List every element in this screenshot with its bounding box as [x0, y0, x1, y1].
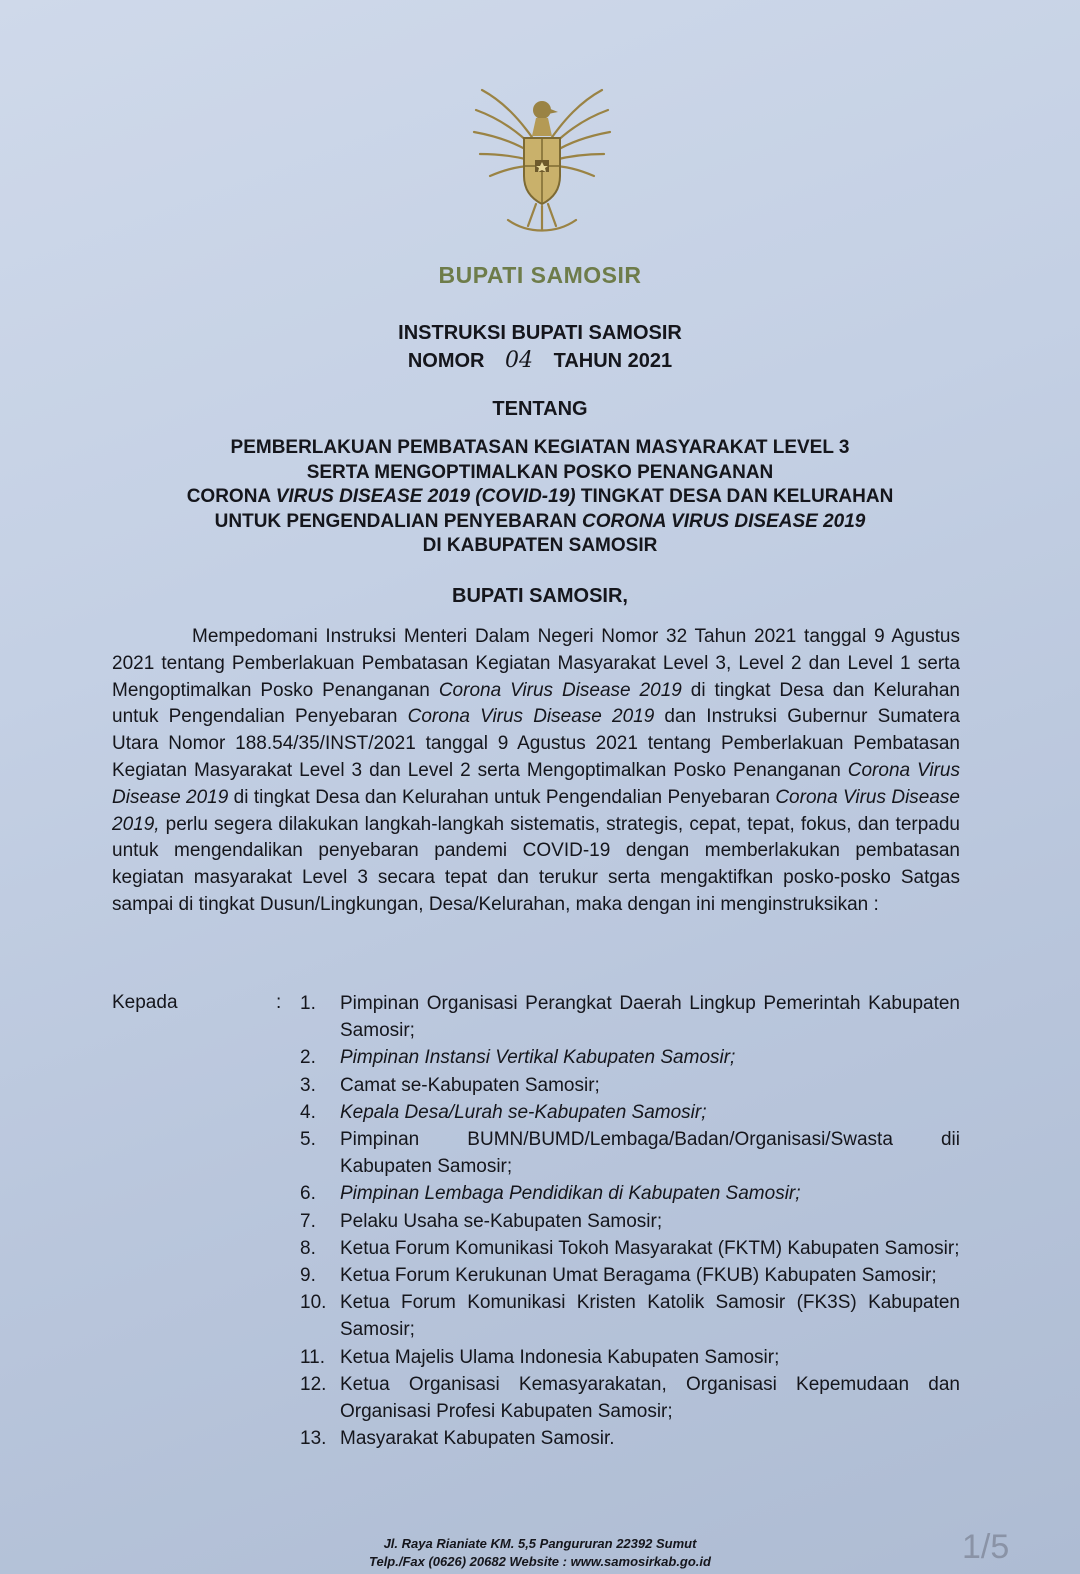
recipient-list-item: [300, 1289, 960, 1343]
subject-line-4a: UNTUK PENGENDALIAN PENYEBARAN: [214, 510, 583, 532]
kepada-label: Kepada: [112, 992, 178, 1013]
subject-line-4b: CORONA VIRUS DISEASE 2019: [582, 510, 866, 532]
recipient-text: Ketua Forum Kerukunan Umat Beragama (FKUB) Kabupaten Samosir;: [340, 1265, 937, 1287]
recipient-text: Kepala Desa/Lurah se-Kabupaten Samosir;: [340, 1101, 707, 1123]
para-italic-4: Corona Virus Disease 2019,: [112, 786, 960, 835]
para-italic-2: Corona Virus Disease 2019: [407, 706, 655, 728]
subject-line-3c: TINGKAT DESA DAN KELURAHAN: [575, 486, 894, 508]
footer-contact: Telp./Fax (0626) 20682 Website : www.samosirkab.go.id: [369, 1554, 711, 1569]
recipient-number: 9.: [300, 1265, 316, 1287]
recipient-list-item: [300, 1262, 960, 1289]
tahun-label: TAHUN 2021: [553, 350, 673, 372]
para-text-1: Mempedomani Instruksi Menteri Dalam Negeri Nomor 32 Tahun 2021 tanggal 9 Agustus 2021 tentang Pemberlakuan Pembatasan Kegiatan Masyarakat Level 3, Level 2 dan Level 1 serta Mengoptimalkan Posko Penanganan: [112, 626, 960, 701]
recipient-number: 8.: [300, 1237, 316, 1259]
recipient-number: 7.: [300, 1210, 316, 1232]
recipient-number: 1.: [300, 993, 316, 1014]
recipient-number: 10.: [300, 1292, 327, 1314]
garuda-emblem-icon: [462, 80, 622, 240]
para-text-3: dan Instruksi Gubernur Sumatera Utara Nomor 188.54/35/INST/2021 tanggal 9 Agustus 2021 tentang Pemberlakuan Pembatasan Kegiatan Masyarakat Level 3 dan Level 2 serta Mengoptimalkan Posko Penanganan: [112, 706, 960, 781]
recipient-number: 12.: [300, 1373, 327, 1395]
recipient-text: Ketua Organisasi Kemasyarakatan, Organisasi Kepemudaan dan Organisasi Profesi Kabupaten Samosir;: [340, 1373, 960, 1423]
recipient-list-item: [300, 1235, 960, 1262]
subject-block: [0, 436, 1080, 559]
subject-line-4: [0, 510, 1080, 535]
recipient-list-item: [300, 1425, 960, 1452]
subject-line-3: [0, 485, 1080, 510]
para-text-2: di tingkat Desa dan Kelurahan untuk Pengendalian Penyebaran: [112, 679, 960, 728]
tentang-heading: TENTANG: [492, 398, 588, 420]
recipient-text: Pimpinan Organisasi Perangkat Daerah Lingkup Pemerintah Kabupaten Samosir;: [340, 993, 960, 1042]
recipient-list-item: [300, 1126, 960, 1180]
instruction-number-line: [0, 348, 1080, 373]
para-text-5: perlu segera dilakukan langkah-langkah sistematis, strategis, cepat, tepat, fokus, dan terpadu untuk mengendalikan penyebaran pandemi COVID-19 dengan memberlakukan pembatasan kegiatan masyarakat Level 3 secara tepat dan terukur serta mengaktifkan posko-posko Satgas sampai di tingkat Dusun/Lingkungan, Desa/Kelurahan, maka dengan ini menginstruksikan :: [112, 813, 960, 915]
recipient-text: Pimpinan BUMN/BUMD/Lembaga/Badan/Organisasi/Swasta dii Kabupaten Samosir;: [340, 1129, 960, 1178]
subject-line-3b: VIRUS DISEASE 2019 (COVID-19): [275, 486, 576, 508]
addressee-heading: BUPATI SAMOSIR,: [452, 585, 628, 607]
recipient-text: Ketua Forum Komunikasi Kristen Katolik Samosir (FK3S) Kabupaten Samosir;: [340, 1292, 960, 1341]
para-italic-1: Corona Virus Disease 2019: [438, 679, 682, 701]
recipient-text: Ketua Majelis Ulama Indonesia Kabupaten Samosir;: [340, 1346, 780, 1368]
kepada-colon: :: [276, 992, 282, 1013]
subject-line-2: SERTA MENGOPTIMALKAN POSKO PENANGANAN: [306, 461, 774, 483]
recipient-number: 5.: [300, 1129, 316, 1151]
recipient-list-item: [300, 1208, 960, 1235]
subject-line-3a: CORONA: [186, 486, 276, 508]
subject-line-1: PEMBERLAKUAN PEMBATASAN KEGIATAN MASYARAKAT LEVEL 3: [230, 437, 850, 458]
recipient-list: [300, 990, 960, 1452]
recipient-list-item: [300, 1344, 960, 1371]
recipient-number: 11.: [300, 1346, 326, 1368]
recipient-text: Pimpinan Instansi Vertikal Kabupaten Samosir;: [340, 1047, 736, 1069]
recipient-number: 6.: [300, 1183, 316, 1205]
nomor-label: NOMOR: [407, 350, 485, 372]
recipient-number: 13.: [300, 1428, 327, 1450]
subject-line-5: DI KABUPATEN SAMOSIR: [422, 535, 658, 557]
recipient-text: Camat se-Kabupaten Samosir;: [340, 1074, 600, 1096]
recipient-list-item: [300, 1371, 960, 1425]
recipient-list-item: [300, 1044, 960, 1071]
recipient-text: Ketua Forum Komunikasi Tokoh Masyarakat (FKTM) Kabupaten Samosir;: [340, 1237, 960, 1259]
recipient-text: Pelaku Usaha se-Kabupaten Samosir;: [340, 1210, 663, 1232]
instruction-title: INSTRUKSI BUPATI SAMOSIR: [398, 322, 682, 344]
para-text-4: di tingkat Desa dan Kelurahan untuk Pengendalian Penyebaran: [228, 786, 776, 808]
recipient-number: 2.: [300, 1047, 316, 1069]
document-header-title: BUPATI SAMOSIR: [438, 262, 642, 288]
para-italic-3: Corona Virus Disease 2019: [112, 759, 960, 808]
nomor-handwritten-value: 04: [505, 348, 534, 373]
preamble-paragraph: [112, 624, 960, 919]
recipient-list-item: [300, 1072, 960, 1099]
recipient-text: Pimpinan Lembaga Pendidikan di Kabupaten Samosir;: [340, 1183, 801, 1205]
recipient-number: 3.: [300, 1074, 316, 1096]
page-indicator: 1/5: [962, 1528, 1010, 1566]
recipient-number: 4.: [300, 1101, 316, 1123]
recipient-text: Masyarakat Kabupaten Samosir.: [340, 1428, 615, 1450]
recipient-list-item: [300, 1099, 960, 1126]
recipient-list-item: [300, 1180, 960, 1207]
recipient-list-item: [300, 990, 960, 1044]
footer-address: Jl. Raya Rianiate KM. 5,5 Pangururan 22392 Sumut: [383, 1536, 697, 1551]
